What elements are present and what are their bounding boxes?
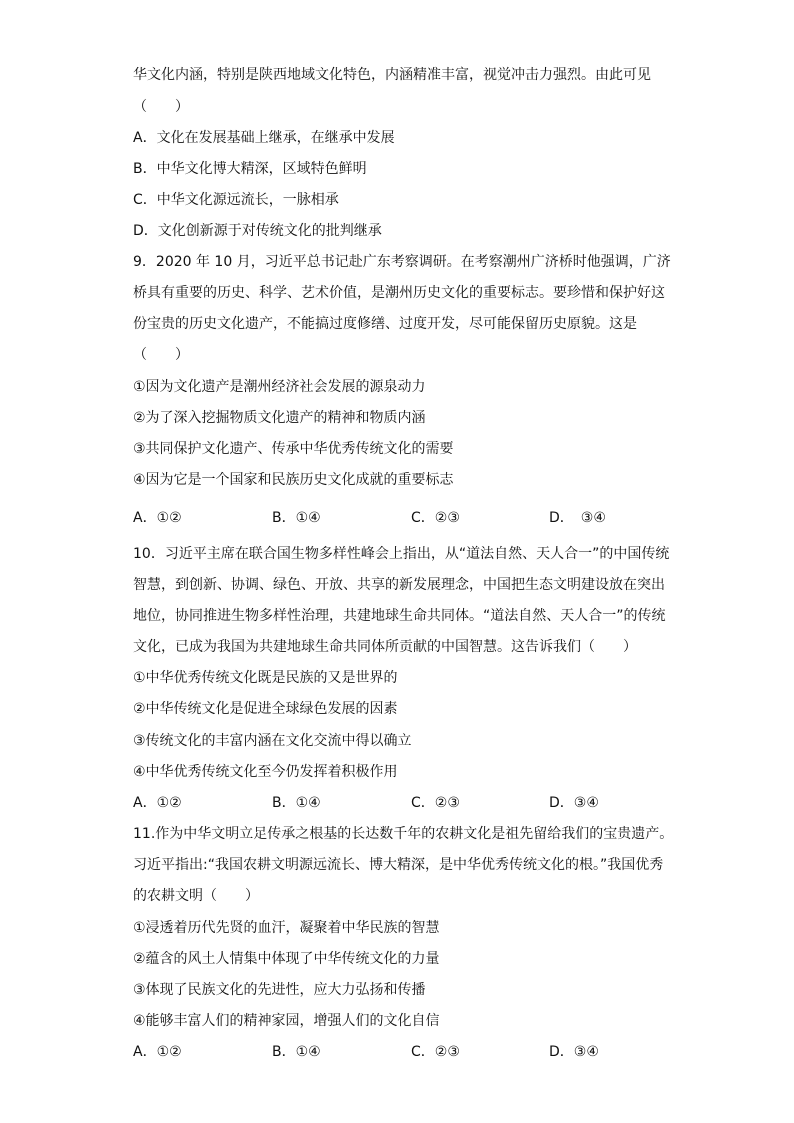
- q10-stem-line-4: 文化，已成为我国为共建地球生命共同体所贡献的中国智慧。这告诉我们（ ）: [133, 639, 637, 655]
- q11-stem-line-1: 11.作为中华文明立足传承之根基的长达数千年的农耕文化是祖先留给我们的宝贵遗产。: [133, 826, 674, 842]
- q10-stem-line-2: 智慧，到创新、协调、绿色、开放、共享的新发展理念，中国把生态文明建设放在突出: [133, 577, 665, 593]
- q11-statement-3: ③体现了民族文化的先进性，应大力弘扬和传播: [133, 982, 426, 998]
- q9-stem-line-2: 桥具有重要的历史、科学、艺术价值，是潮州历史文化的重要标志。要珍惜和保护好这: [133, 285, 665, 301]
- q10-statement-4: ④中华优秀传统文化至今仍发挥着积极作用: [133, 764, 398, 780]
- q11-statement-2: ②蕴含的风土人情集中体现了中华传统文化的力量: [133, 951, 440, 967]
- q10-choice-d: D．③④: [549, 795, 599, 811]
- q9-choice-d: D． ③④: [549, 510, 606, 526]
- q11-choices: [133, 1042, 693, 1062]
- q11-stem-line-3: 的农耕文明（ ）: [133, 888, 259, 904]
- intro-option-a: A．文化在发展基础上继承，在继承中发展: [133, 130, 395, 146]
- q10-statement-3: ③传统文化的丰富内涵在文化交流中得以确立: [133, 733, 412, 749]
- intro-option-c: C．中华文化源远流长，一脉相承: [133, 192, 339, 208]
- q10-choice-a: A．①②: [133, 795, 182, 811]
- q9-stem-line-3: 份宝贵的历史文化遗产，不能搞过度修缮、过度开发，尽可能保留历史原貌。这是: [133, 316, 637, 332]
- q9-choice-a: A．①②: [133, 510, 182, 526]
- q10-choice-b: B．①④: [272, 795, 321, 811]
- q10-choice-c: C．②③: [411, 795, 460, 811]
- q9-statement-3: ③共同保护文化遗产、传承中华优秀传统文化的需要: [133, 441, 454, 457]
- q11-choice-a: A．①②: [133, 1044, 182, 1060]
- q9-answer-blank: （ ）: [133, 347, 189, 363]
- q11-choice-b: B．①④: [272, 1044, 321, 1060]
- q11-choice-d: D．③④: [549, 1044, 599, 1060]
- q10-stem-line-1: 10．习近平主席在联合国生物多样性峰会上指出，从“道法自然、天人合一”的中国传统: [133, 546, 670, 562]
- q10-stem-line-3: 地位，协同推进生物多样性治理，共建地球生命共同体。“道法自然、天人合一”的传统: [133, 608, 666, 624]
- q9-choices: [133, 508, 693, 528]
- q9-choice-b: B．①④: [272, 510, 321, 526]
- intro-option-d: D．文化创新源于对传统文化的批判继承: [133, 223, 382, 239]
- q11-stem-line-2: 习近平指出:“我国农耕文明源远流长、博大精深，是中华优秀传统文化的根。”我国优秀: [133, 857, 664, 873]
- q10-choices: [133, 793, 693, 813]
- q10-statement-1: ①中华优秀传统文化既是民族的又是世界的: [133, 670, 398, 686]
- q10-statement-2: ②中华传统文化是促进全球绿色发展的因素: [133, 701, 398, 717]
- q9-choice-c: C．②③: [411, 510, 460, 526]
- q11-choice-c: C．②③: [411, 1044, 460, 1060]
- intro-answer-blank: （ ）: [133, 99, 189, 115]
- q11-statement-4: ④能够丰富人们的精神家园，增强人们的文化自信: [133, 1013, 440, 1029]
- q9-statement-1: ①因为文化遗产是潮州经济社会发展的源泉动力: [133, 379, 426, 395]
- q9-stem-line-1: 9．2020 年 10 月，习近平总书记赴广东考察调研。在考察潮州广济桥时他强调，广济: [133, 254, 671, 270]
- q11-statement-1: ①浸透着历代先贤的血汗，凝聚着中华民族的智慧: [133, 920, 440, 936]
- intro-line-1: 华文化内涵，特别是陕西地域文化特色，内涵精准丰富，视觉冲击力强烈。由此可见: [133, 67, 651, 83]
- q9-statement-2: ②为了深入挖掘物质文化遗产的精神和物质内涵: [133, 410, 426, 426]
- intro-option-b: B．中华文化博大精深，区域特色鲜明: [133, 161, 367, 177]
- q9-statement-4: ④因为它是一个国家和民族历史文化成就的重要标志: [133, 472, 454, 488]
